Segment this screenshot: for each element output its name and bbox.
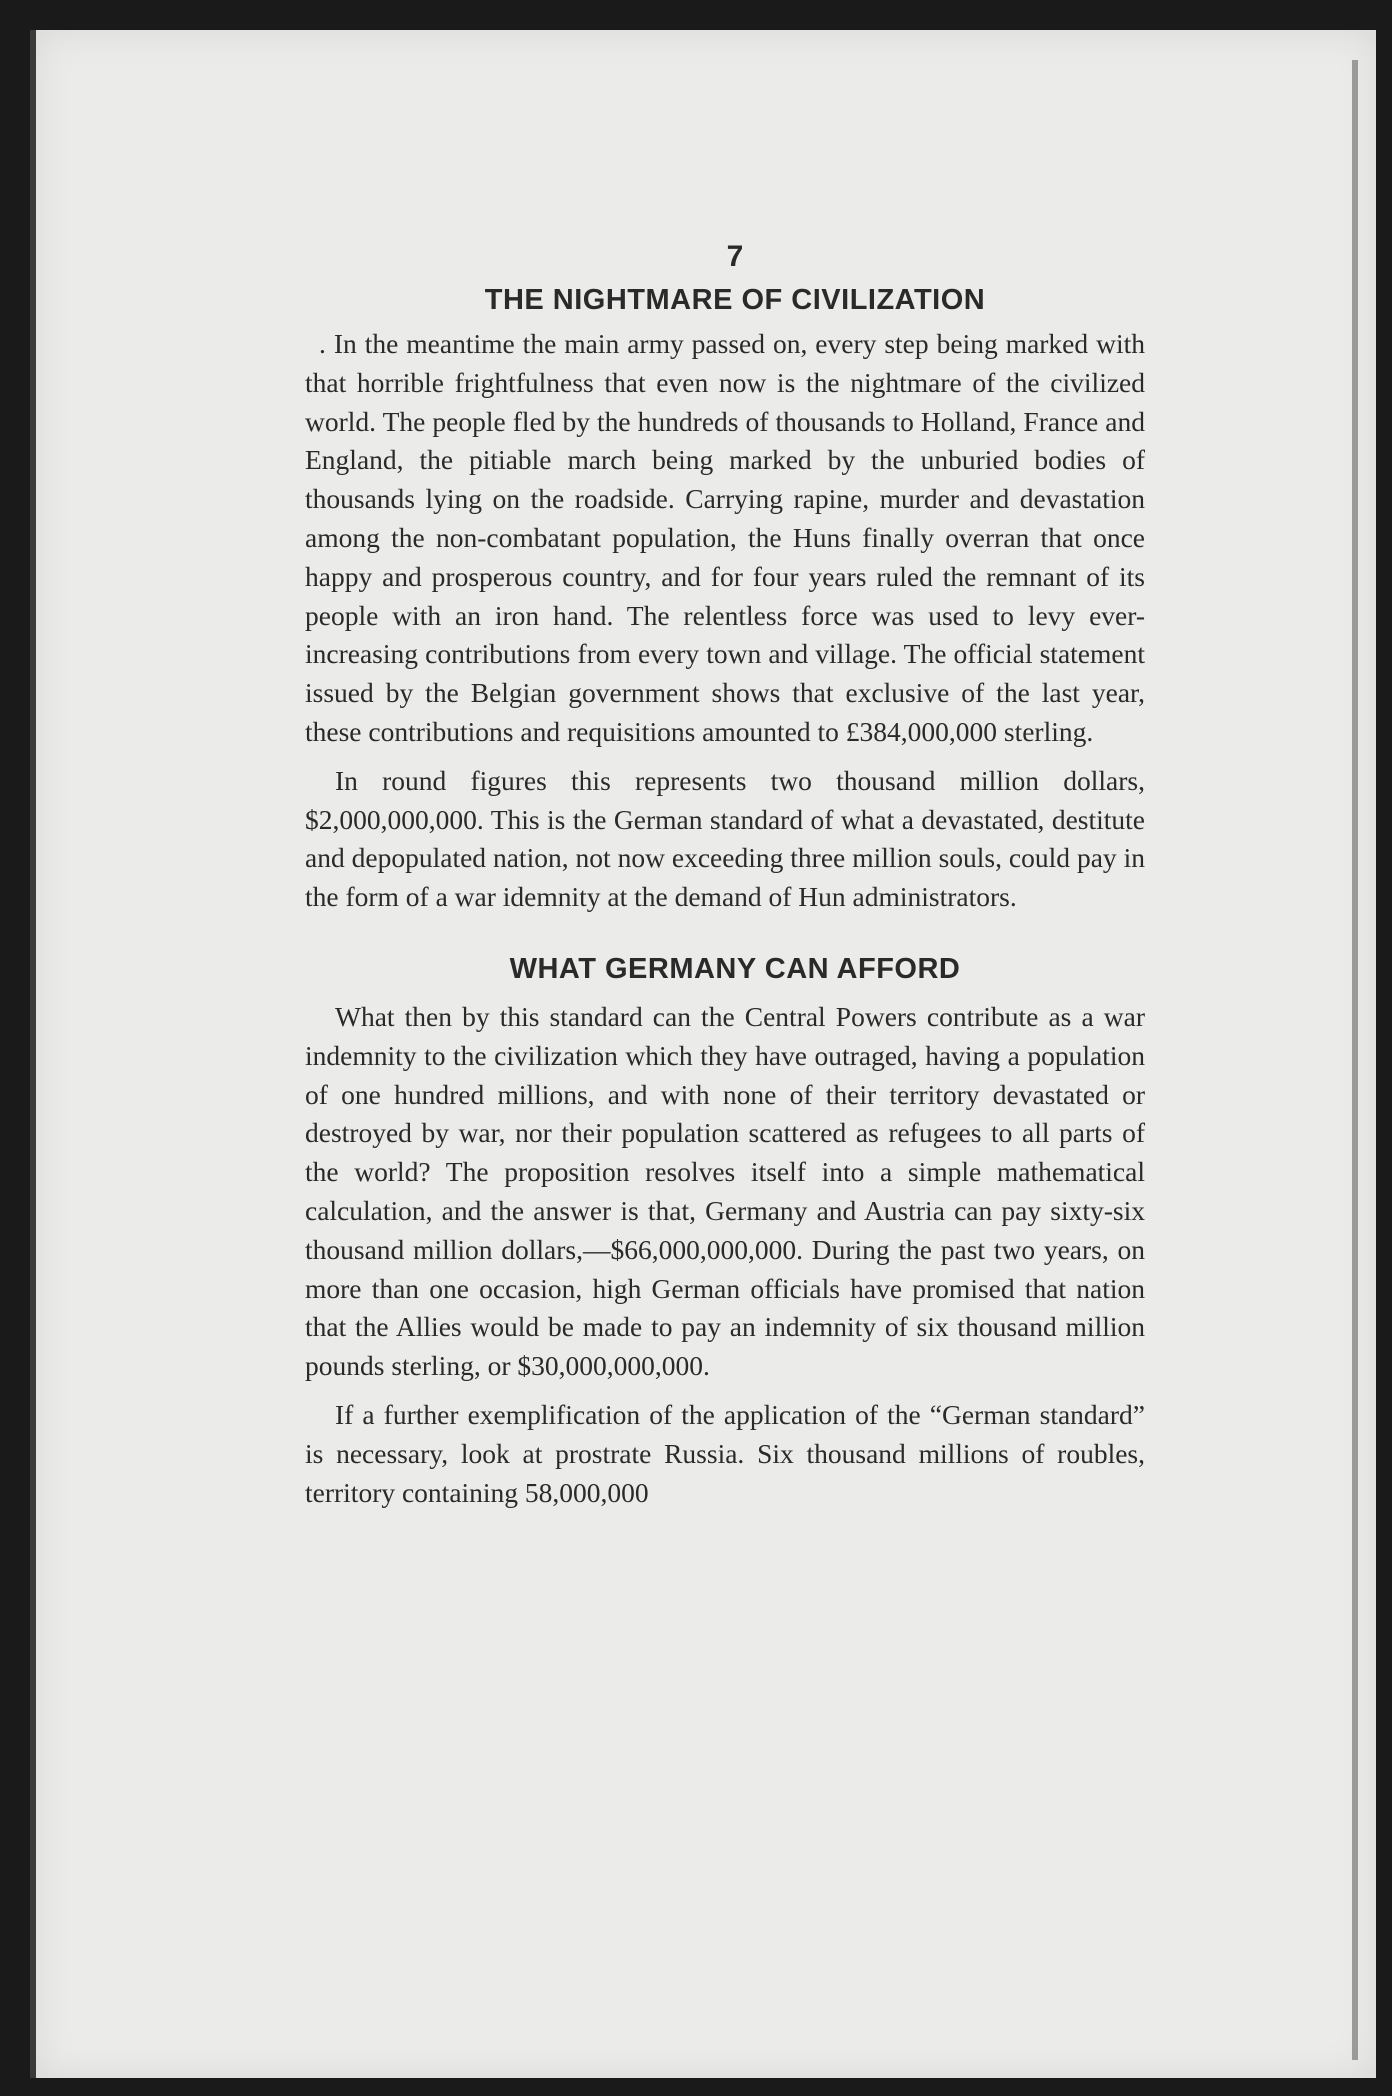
paragraph-germany-2: If a further exemplification of the application of the “German standard” is necessary, look at prostrate Russia. Six thousand millions of roubles, territory containing 58,000,000 [305,1398,1145,1508]
page-number: 7 [726,240,744,273]
section-heading-germany: WHAT GERMANY CAN AFFORD [509,952,961,985]
paragraph-germany-1: What then by this standard can the Central Powers contribute as a war indemnity to the civilization which they have outraged, having a population of one hundred millions, and with none of their territory devastated or destroyed by war, nor their population scattered as refugees to all parts of the world? The proposition resolves itself into a simple mathematical calculation, and the answer is that, Germany and Austria can pay sixty-six thousand million dollars,—$66,000,000,000. During the past two years, on more than one occasion, high German officials have promised that nation that the Allies would be made to pay an indemnity of six thousand million pounds sterling, or $30,000,000,000. [305,1000,1145,1382]
document-page [30,30,1376,2078]
paragraph-nightmare-1: . In the meantime the main army passed on, every step being marked with that horrible frightfulness that even now is the nightmare of the civilized world. The people fled by the hundreds of thousands to Holland, France and England, the pitiable march being marked by the unburied bodies of thousands lying on the roadside. Carrying rapine, murder and devastation among the non-combatant population, the Huns finally overran that once happy and prosperous country, and for four years ruled the remnant of its people with an iron hand. The relentless force was used to levy ever-increasing contributions from every town and village. The official statement issued by the Belgian government shows that exclusive of the last year, these contributions and requisitions amounted to £384,000,000 sterling. [305,328,1145,747]
section-heading-nightmare: THE NIGHTMARE OF CIVILIZATION [484,284,986,316]
page-content [305,240,1145,1522]
page-edge [1352,60,1358,2060]
paragraph-nightmare-2: In round figures this represents two thousand million dollars, $2,000,000,000. This is the German standard of what a devastated, destitute and depopulated nation, not now exceeding three million souls, could pay in the form of a war idemnity at the demand of Hun administrators. [305,764,1145,913]
